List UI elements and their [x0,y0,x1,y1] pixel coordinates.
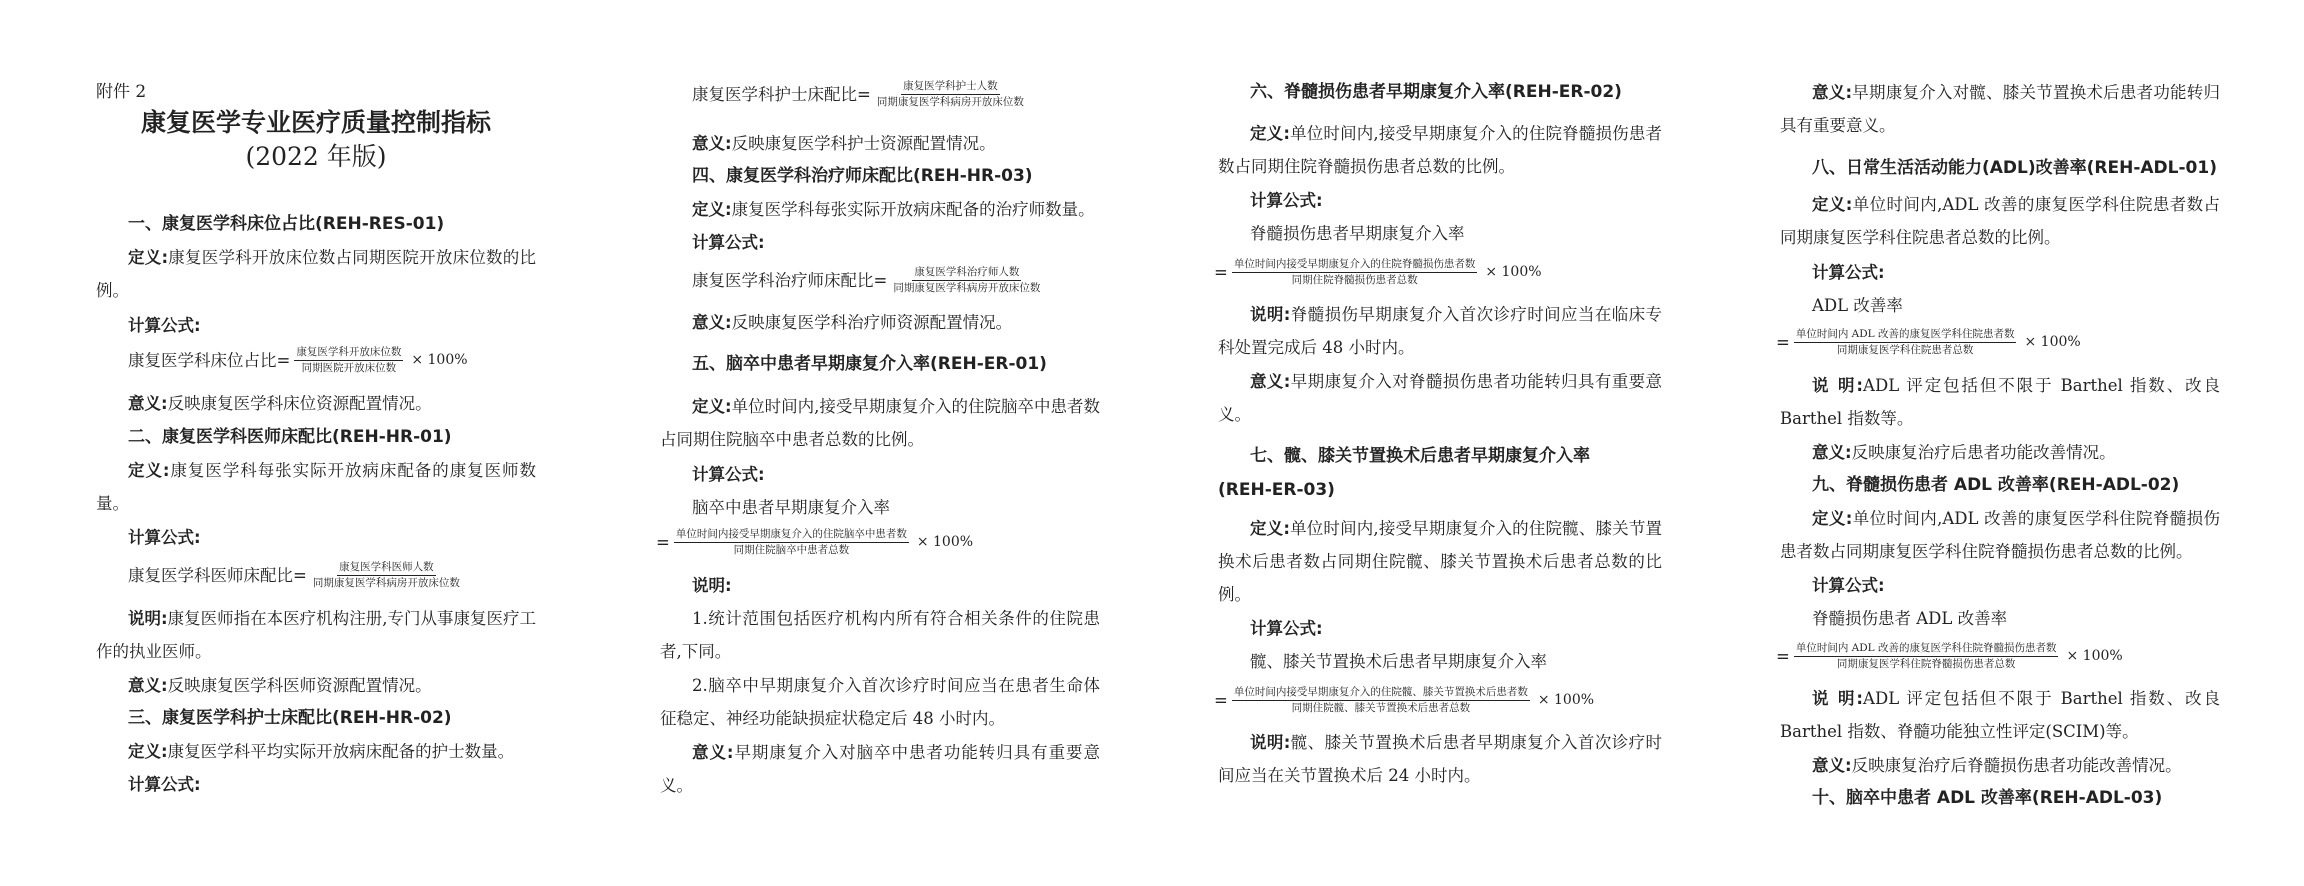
section-6-formula: = $\frac{\text{单位时间内接受早期康复介入的住院脊髓损伤患者数}}{\text{同期住院脊髓损伤患者总数}}$ × 100% [1214,258,1542,286]
section-8-note: 说 明:ADL 评定包括但不限于 Barthel 指数、改良 Barthel 指数等。 [1780,376,2220,428]
section-7-note: 说明:髋、膝关节置换术后患者早期康复介入首次诊疗时间应当在关节置换术后 24 小时内。 [1218,733,1662,785]
section-2-heading: 二、康复医学科医师床配比(REH-HR-01) [128,427,452,447]
section-2-meaning: 意义:反映康复医学科医师资源配置情况。 [128,676,432,695]
section-3-definition: 定义:康复医学科平均实际开放病床配备的护士数量。 [128,742,515,761]
section-2-note: 说明:康复医师指在本医疗机构注册,专门从事康复医疗工作的执业医师。 [96,609,536,661]
section-2-calc-label: 计算公式: [128,528,201,547]
section-6-definition: 定义:单位时间内,接受早期康复介入的住院脊髓损伤患者数占同期住院脊髓损伤患者总数的比例。 [1218,124,1662,176]
section-3-calc-label: 计算公式: [128,775,201,794]
section-5-note-label: 说明: [692,576,732,595]
section-1-calc-label: 计算公式: [128,316,201,335]
section-3-fraction: $\frac{\text{康复医学科护士人数}}{\text{同期康复医学科病房开放床位数}}$ [876,80,1024,108]
section-8-formula: = $\frac{\text{单位时间内 ADL 改善的康复医学科住院患者数}}{\text{同期康复医学科住院患者总数}}$ × 100% [1776,328,2081,356]
section-8-heading: 八、日常生活活动能力(ADL)改善率(REH-ADL-01) [1812,158,2217,178]
section-5-fraction: $\frac{\text{单位时间内接受早期康复介入的住院脑卒中患者数}}{\text{同期住院脑卒中患者总数}}$ [675,528,907,556]
document-title: 康复医学专业医疗质量控制指标 [140,108,491,137]
section-3-formula: 康复医学科护士床配比= $\frac{\text{康复医学科护士人数}}{\text{同期康复医学科病房开放床位数}}$ [692,80,1024,108]
section-1-fraction: $\frac{\text{康复医学科开放床位数}}{\text{同期医院开放床位数}}$ [296,346,402,374]
section-9-note: 说 明:ADL 评定包括但不限于 Barthel 指数、改良 Barthel 指数、脊髓功能独立性评定(SCIM)等。 [1780,689,2220,741]
section-6-fraction: $\frac{\text{单位时间内接受早期康复介入的住院脊髓损伤患者数}}{\text{同期住院脊髓损伤患者总数}}$ [1233,258,1476,286]
section-7-meaning: 意义:早期康复介入对髋、膝关节置换术后患者功能转归具有重要意义。 [1780,83,2221,135]
section-10-heading: 十、脑卒中患者 ADL 改善率(REH-ADL-03) [1812,788,2163,808]
section-5-definition: 定义:单位时间内,接受早期康复介入的住院脑卒中患者数占同期住院脑卒中患者总数的比例。 [660,397,1100,449]
section-4-fraction: $\frac{\text{康复医学科治疗师人数}}{\text{同期康复医学科病房开放床位数}}$ [893,266,1041,294]
section-9-calc-label: 计算公式: [1812,576,1885,595]
section-7-heading-code: (REH-ER-03) [1218,480,1335,500]
section-5-note-1: 1.统计范围包括医疗机构内所有符合相关条件的住院患者,下同。 [660,609,1100,661]
section-6-meaning: 意义:早期康复介入对脊髓损伤患者功能转归具有重要意义。 [1218,372,1662,424]
section-1-definition: 定义:康复医学科开放床位数占同期医院开放床位数的比例。 [96,248,537,300]
section-2-definition: 定义:康复医学科每张实际开放病床配备的康复医师数量。 [96,461,537,513]
section-3-heading: 三、康复医学科护士床配比(REH-HR-02) [128,708,452,728]
section-6-heading: 六、脊髓损伤患者早期康复介入率(REH-ER-02) [1250,82,1622,102]
section-2-formula: 康复医学科医师床配比= $\frac{\text{康复医学科医师人数}}{\text{同期康复医学科病房开放床位数}}$ [128,561,460,589]
section-1-formula: 康复医学科床位占比= $\frac{\text{康复医学科开放床位数}}{\text{同期医院开放床位数}}$ × 100% [128,346,468,374]
section-7-formula: = $\frac{\text{单位时间内接受早期康复介入的住院髋、膝关节置换术后患者数}}{\text{同期住院髋、膝关节置换术后患者总数}}$ × 100% [1214,686,1595,714]
section-6-rate-name: 脊髓损伤患者早期康复介入率 [1250,224,1465,243]
section-5-meaning: 意义:早期康复介入对脑卒中患者功能转归具有重要意义。 [660,743,1101,795]
section-8-rate-name: ADL 改善率 [1812,296,1903,315]
section-7-rate-name: 髋、膝关节置换术后患者早期康复介入率 [1250,652,1547,671]
document-subtitle: (2022 年版) [245,142,387,171]
section-4-calc-label: 计算公式: [692,233,765,252]
section-5-calc-label: 计算公式: [692,465,765,484]
section-7-calc-label: 计算公式: [1250,619,1323,638]
section-7-heading: 七、髋、膝关节置换术后患者早期康复介入率 [1250,446,1590,466]
section-1-meaning: 意义:反映康复医学科床位资源配置情况。 [128,394,432,413]
section-8-definition: 定义:单位时间内,ADL 改善的康复医学科住院患者数占同期康复医学科住院患者总数的比例。 [1780,195,2220,247]
section-3-meaning: 意义:反映康复医学科护士资源配置情况。 [692,134,996,153]
section-9-fraction: $\frac{\text{单位时间内 ADL 改善的康复医学科住院脊髓损伤患者数}}{\text{同期康复医学科住院脊髓损伤患者总数}}$ [1795,642,2057,670]
section-5-formula: = $\frac{\text{单位时间内接受早期康复介入的住院脑卒中患者数}}{\text{同期住院脑卒中患者总数}}$ × 100% [656,528,974,556]
section-8-meaning: 意义:反映康复治疗后患者功能改善情况。 [1812,443,2116,462]
section-5-rate-name: 脑卒中患者早期康复介入率 [692,498,890,517]
section-8-fraction: $\frac{\text{单位时间内 ADL 改善的康复医学科住院患者数}}{\text{同期康复医学科住院患者总数}}$ [1795,328,2015,356]
section-5-note-2: 2.脑卒中早期康复介入首次诊疗时间应当在患者生命体征稳定、神经功能缺损症状稳定后 48 小时内。 [660,676,1100,728]
section-6-calc-label: 计算公式: [1250,191,1323,210]
section-6-note: 说明:脊髓损伤早期康复介入首次诊疗时间应当在临床专科处置完成后 48 小时内。 [1218,305,1662,357]
section-7-fraction: $\frac{\text{单位时间内接受早期康复介入的住院髋、膝关节置换术后患者数}}{\text{同期住院髋、膝关节置换术后患者总数}}$ [1233,686,1528,714]
section-1-heading: 一、康复医学科床位占比(REH-RES-01) [128,214,445,234]
section-9-meaning: 意义:反映康复治疗后脊髓损伤患者功能改善情况。 [1812,756,2182,775]
section-2-fraction: $\frac{\text{康复医学科医师人数}}{\text{同期康复医学科病房开放床位数}}$ [312,561,460,589]
section-4-heading: 四、康复医学科治疗师床配比(REH-HR-03) [692,166,1033,186]
section-9-heading: 九、脊髓损伤患者 ADL 改善率(REH-ADL-02) [1812,475,2180,495]
section-4-formula: 康复医学科治疗师床配比= $\frac{\text{康复医学科治疗师人数}}{\text{同期康复医学科病房开放床位数}}$ [692,266,1041,294]
section-4-meaning: 意义:反映康复医学科治疗师资源配置情况。 [692,313,1013,332]
section-4-definition: 定义:康复医学科每张实际开放病床配备的治疗师数量。 [692,200,1095,219]
section-9-rate-name: 脊髓损伤患者 ADL 改善率 [1812,609,2008,628]
section-8-calc-label: 计算公式: [1812,263,1885,282]
section-9-definition: 定义:单位时间内,ADL 改善的康复医学科住院脊髓损伤患者数占同期康复医学科住院脊髓损伤患者总数的比例。 [1780,509,2220,561]
section-9-formula: = $\frac{\text{单位时间内 ADL 改善的康复医学科住院脊髓损伤患者数}}{\text{同期康复医学科住院脊髓损伤患者总数}}$ × 100% [1776,642,2123,670]
section-5-heading: 五、脑卒中患者早期康复介入率(REH-ER-01) [692,354,1047,374]
section-7-definition: 定义:单位时间内,接受早期康复介入的住院髋、膝关节置换术后患者数占同期住院髋、膝关节置换术后患者总数的比例。 [1218,519,1662,604]
attachment-label: 附件 2 [96,82,147,102]
